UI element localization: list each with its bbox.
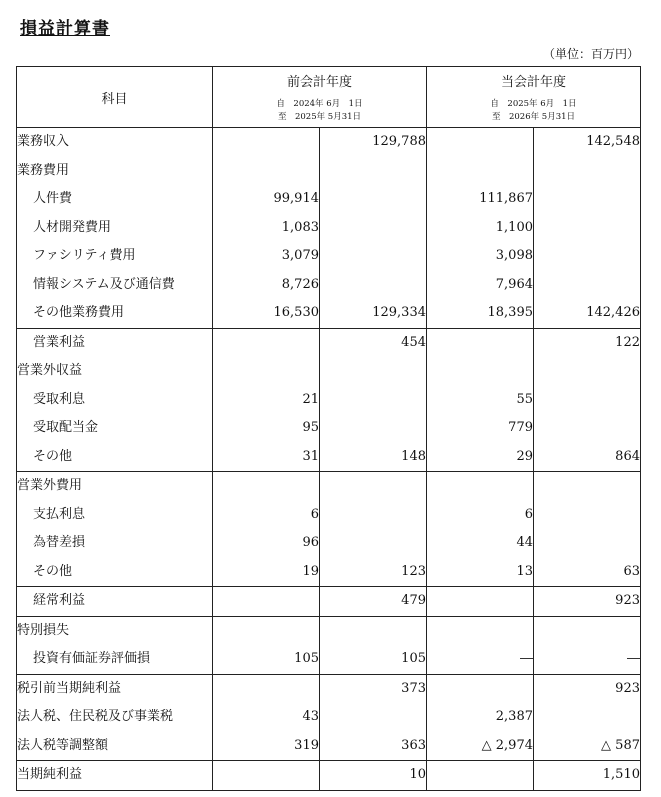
curr-detail-cell [427,587,534,617]
table-row [17,587,641,617]
income-statement-table [16,66,641,791]
curr-total-cell: 1,510 [534,761,641,791]
curr-total-cell: 142,548 [534,128,641,157]
row-label: ファシリティ費用 [17,242,213,271]
curr-total-cell [534,414,641,443]
row-label: 人件費 [17,185,213,214]
curr-detail-cell: 779 [427,414,534,443]
row-label: 業務収入 [17,128,213,157]
prev-total-cell [320,185,427,214]
row-label: 税引前当期純利益 [17,674,213,703]
prev-detail-cell: 99,914 [213,185,320,214]
prev-total-cell [320,214,427,243]
row-label: 当期純利益 [17,761,213,791]
row-label: その他業務費用 [17,299,213,328]
row-label: 情報システム及び通信費 [17,271,213,300]
curr-detail-cell: 55 [427,386,534,415]
curr-total-cell [534,386,641,415]
prev-total-cell: 129,334 [320,299,427,328]
table-row [17,299,641,328]
curr-total-cell [534,242,641,271]
curr-total-cell: 142,426 [534,299,641,328]
prev-total-cell [320,386,427,415]
curr-period-to: 至 2026年 5月31日 [491,111,576,122]
prev-detail-cell: 43 [213,703,320,732]
prev-detail-cell: 16,530 [213,299,320,328]
prev-detail-cell [213,357,320,386]
table-row [17,645,641,674]
curr-total-cell [534,271,641,300]
curr-detail-cell: 3,098 [427,242,534,271]
table-row [17,529,641,558]
curr-detail-cell: 2,387 [427,703,534,732]
prev-detail-cell [213,128,320,157]
prev-detail-cell: 319 [213,732,320,761]
curr-detail-cell: 13 [427,558,534,587]
prev-total-cell: 373 [320,674,427,703]
curr-total-cell: 923 [534,674,641,703]
curr-detail-cell [427,616,534,645]
prev-detail-cell: 31 [213,443,320,472]
curr-total-cell: 63 [534,558,641,587]
header-row [17,67,641,128]
table-row [17,616,641,645]
row-label: 支払利息 [17,501,213,530]
table-row [17,214,641,243]
prev-period-title: 前会計年度 [286,74,352,90]
curr-detail-cell: 1,100 [427,214,534,243]
table-row [17,328,641,357]
row-label: 為替差損 [17,529,213,558]
prev-detail-cell [213,674,320,703]
curr-detail-cell: ― [427,645,534,674]
curr-detail-cell: 44 [427,529,534,558]
prev-detail-cell: 105 [213,645,320,674]
curr-detail-cell: 6 [427,501,534,530]
curr-detail-cell: 7,964 [427,271,534,300]
row-label: 営業外費用 [17,472,213,501]
prev-total-cell: 148 [320,443,427,472]
curr-total-cell [534,214,641,243]
curr-detail-cell: 29 [427,443,534,472]
table-row [17,357,641,386]
curr-total-cell [534,472,641,501]
prev-total-cell [320,357,427,386]
prev-detail-cell [213,328,320,357]
row-label: 投資有価証券評価損 [17,645,213,674]
row-label: 経常利益 [17,587,213,617]
table-row [17,558,641,587]
curr-total-cell: 122 [534,328,641,357]
prev-detail-cell: 96 [213,529,320,558]
prev-total-cell: 123 [320,558,427,587]
curr-detail-cell [427,128,534,157]
prev-total-cell: 363 [320,732,427,761]
prev-total-cell [320,703,427,732]
prev-total-cell [320,271,427,300]
prev-detail-cell [213,761,320,791]
table-row [17,674,641,703]
prev-detail-cell: 1,083 [213,214,320,243]
row-label: 受取配当金 [17,414,213,443]
curr-total-cell [534,703,641,732]
curr-total-cell: ― [534,645,641,674]
prev-detail-cell: 3,079 [213,242,320,271]
prev-total-cell [320,157,427,186]
table-row [17,157,641,186]
curr-detail-cell [427,472,534,501]
curr-total-cell [534,616,641,645]
prev-total-cell: 129,788 [320,128,427,157]
curr-detail-cell: 18,395 [427,299,534,328]
row-label: 営業利益 [17,328,213,357]
table-row [17,732,641,761]
row-label: 人材開発費用 [17,214,213,243]
curr-total-cell: △ 587 [534,732,641,761]
prev-total-cell [320,529,427,558]
prev-detail-cell: 95 [213,414,320,443]
curr-total-cell [534,357,641,386]
curr-detail-cell [427,761,534,791]
row-label: その他 [17,443,213,472]
row-label: その他 [17,558,213,587]
unit-note: （単位：百万円） [542,47,639,61]
row-label: 特別損失 [17,616,213,645]
prev-detail-cell [213,472,320,501]
prev-total-cell [320,242,427,271]
curr-total-cell [534,157,641,186]
table-row [17,386,641,415]
prev-detail-cell: 8,726 [213,271,320,300]
table-row [17,242,641,271]
curr-detail-cell [427,357,534,386]
document-title: 損益計算書 [20,19,110,39]
curr-total-cell: 923 [534,587,641,617]
row-label: 法人税等調整額 [17,732,213,761]
prev-detail-cell [213,157,320,186]
curr-total-cell [534,529,641,558]
subject-header: 科目 [17,67,213,128]
prev-total-cell [320,501,427,530]
table-row [17,761,641,791]
curr-detail-cell [427,157,534,186]
prev-period-from: 自 2024年 6月 1日 [276,98,363,109]
table-row [17,128,641,157]
prev-total-cell: 454 [320,328,427,357]
prev-total-cell: 10 [320,761,427,791]
table-row [17,501,641,530]
table-row [17,271,641,300]
curr-detail-cell: △ 2,974 [427,732,534,761]
curr-period-header [427,67,641,128]
prev-total-cell [320,616,427,645]
curr-period-title: 当会計年度 [500,74,566,90]
prev-detail-cell [213,616,320,645]
prev-detail-cell: 6 [213,501,320,530]
prev-total-cell: 479 [320,587,427,617]
row-label: 受取利息 [17,386,213,415]
prev-detail-cell: 19 [213,558,320,587]
prev-detail-cell: 21 [213,386,320,415]
prev-total-cell: 105 [320,645,427,674]
curr-detail-cell [427,674,534,703]
curr-total-cell: 864 [534,443,641,472]
curr-detail-cell [427,328,534,357]
table-row [17,703,641,732]
table-row [17,185,641,214]
prev-total-cell [320,472,427,501]
prev-period-to: 至 2025年 5月31日 [277,111,362,122]
row-label: 法人税、住民税及び事業税 [17,703,213,732]
curr-total-cell [534,185,641,214]
curr-detail-cell: 111,867 [427,185,534,214]
prev-total-cell [320,414,427,443]
table-row [17,472,641,501]
curr-period-from: 自 2025年 6月 1日 [490,98,577,109]
table-row [17,443,641,472]
prev-period-header [213,67,427,128]
prev-detail-cell [213,587,320,617]
row-label: 業務費用 [17,157,213,186]
curr-total-cell [534,501,641,530]
table-row [17,414,641,443]
row-label: 営業外収益 [17,357,213,386]
